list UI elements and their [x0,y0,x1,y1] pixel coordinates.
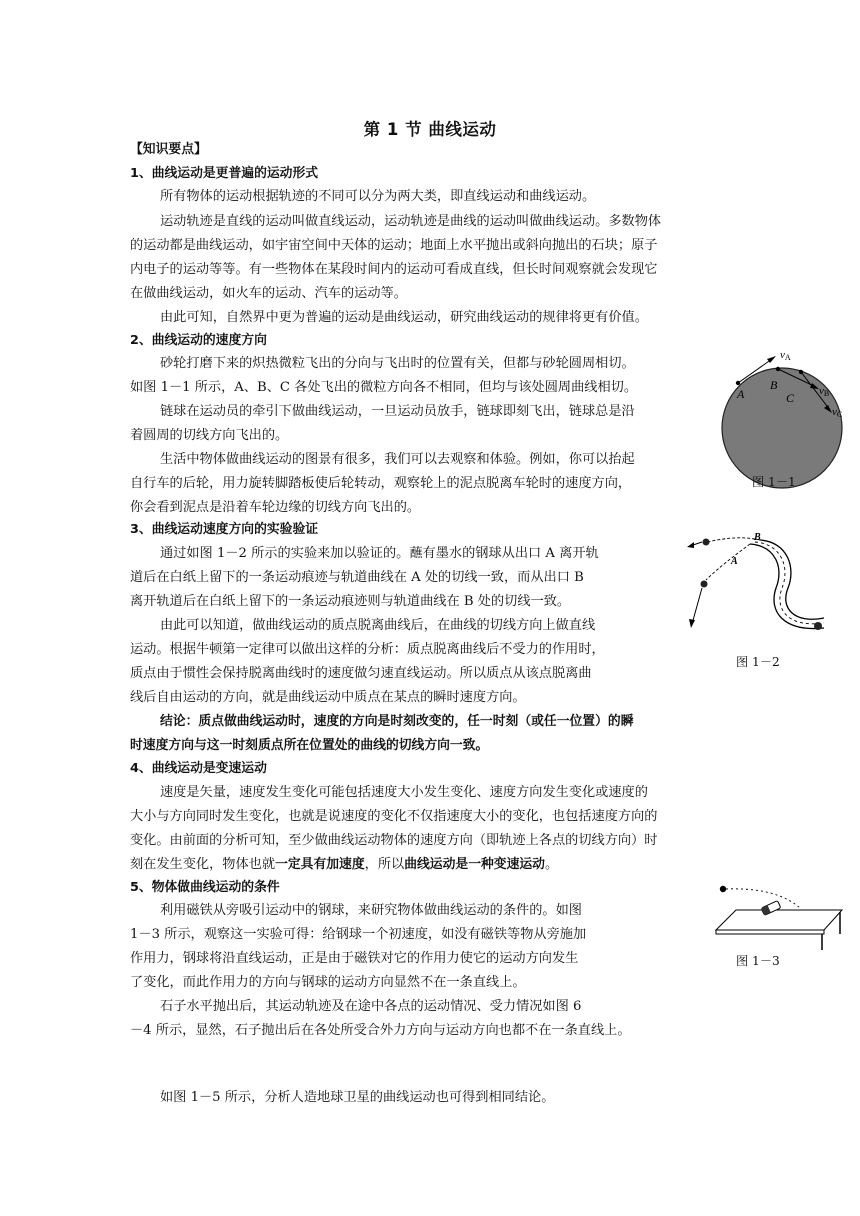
label-track-b: B [754,532,761,543]
label-track-a: A [731,556,738,567]
figure-1-3-caption: 图 1－3 [736,954,780,968]
label-va: vA [780,349,791,362]
text-line-13: 着圆周的切线方向飞出的。 [130,428,289,443]
text-line-21: 由此可以知道，做曲线运动的质点脱离曲线后，在曲线的切线方向上做直线 [160,618,596,633]
trace-b [708,538,760,542]
text-line-7: 在做曲线运动，如火车的运动、汽车的运动等。 [130,286,407,301]
text-line-36: 了变化，而此作用力的方向与钢球的运动方向显然不在一条直线上。 [130,975,526,990]
table-top [716,910,842,930]
text-line-35: 作用力，钢球将沿直线运动，正是由于磁铁对它的作用力使它的运动方向发生 [130,951,579,966]
table-edge [716,930,824,934]
text-line-12: 链球在运动员的牵引下做曲线运动，一旦运动员放手，链球即刻飞出，链球总是沿 [160,404,635,419]
text-line-18: 通过如图 1－2 所示的实验来加以验证的。蘸有墨水的钢球从出口 A 离开轨 [160,546,599,561]
text-line-8: 由此可知，自然界中更为普遍的运动是曲线运动，研究曲线运动的规律将更有价值。 [160,310,648,325]
text-line-9: 2、曲线运动的速度方向 [130,333,267,348]
figure-1-1-caption: 图 1－1 [752,475,796,489]
text-line-1: 【知识要点】 [130,142,207,157]
text-line-5: 的运动都是曲线运动，如宇宙空间中天体的运动；地面上水平抛出或斜向抛出的石块；原子 [130,238,658,253]
ball-exit [814,622,822,630]
text-line-25: 结论：质点做曲线运动时，速度的方向是时刻改变的，任一时刻（或任一位置）的瞬 [160,714,634,729]
ball-a [701,581,708,588]
label-a: A [737,387,745,401]
text-line-19: 道后在白纸上留下的一条运动痕迹与轨道曲线在 A 处的切线一致，而从出口 B [130,570,584,585]
text-line-14: 生活中物体做曲线运动的图景有很多，我们可以去观察和体验。例如，你可以抬起 [160,452,635,467]
ball-b [703,539,710,546]
text-line-28: 速度是矢量，速度发生变化可能包括速度大小发生变化、速度方向发生变化或速度的 [160,785,648,800]
text-line-22: 运动。根据牛顿第一定律可以做出这样的分析：质点脱离曲线后不受力的作用时， [130,642,605,657]
text-line-16: 你会看到泥点是沿着车轮边缘的切线方向飞出的。 [130,500,421,515]
label-c: C [786,391,795,405]
steel-ball [720,886,726,892]
text-line-34: 1－3 所示，观察这一实验可得：给钢球一个初速度，如没有磁铁等物从旁施加 [130,927,587,942]
label-b: B [770,378,778,392]
text-line-31: 刻在发生变化，物体也就一定具有加速度，所以曲线运动是一种变速运动。 [130,857,559,872]
arrow-a [692,588,702,624]
text-line-2: 1、曲线运动是更普遍的运动形式 [130,166,319,181]
text-line-6: 内电子的运动等等。有一些物体在某段时间内的运动可看成直线，但长时间观察就会发现它 [130,262,658,277]
text-line-15: 自行车的后轮，用力旋转脚踏板使后轮转动，观察轮上的泥点脱离车轮时的速度方向， [130,476,632,491]
text-line-37: 石子水平抛出后，其运动轨迹及在途中各点的运动情况、受力情况如图 6 [160,999,582,1014]
text-line-26: 时速度方向与这一时刻质点所在位置处的曲线的切线方向一致。 [130,738,489,753]
page-title: 第 1 节 曲线运动 [363,120,497,139]
label-vc: vC [832,406,843,419]
text-line-39: 如图 1－5 所示，分析人造地球卫星的曲线运动也可得到相同结论。 [160,1090,555,1105]
figure-1-3 [714,870,854,950]
text-line-27: 4、曲线运动是变速运动 [130,761,267,776]
text-line-33: 利用磁铁从旁吸引运动中的钢球，来研究物体做曲线运动的条件的。如图 [160,903,582,918]
grinding-wheel-disk [722,368,842,488]
text-line-32: 5、物体做曲线运动的条件 [130,880,280,895]
text-line-17: 3、曲线运动速度方向的实验验证 [130,522,319,537]
text-line-23: 质点由于惯性会保持脱离曲线时的速度做匀速直线运动。所以质点从该点脱离曲 [130,666,592,681]
ball-trajectory [726,889,800,908]
figure-1-2 [684,528,844,648]
text-line-11: 如图 1－1 所示，A、B、C 各处飞出的微粒方向各不相同，但均与该处圆周曲线相切。 [130,380,638,395]
text-line-30: 变化。由前面的分析可知，至少做曲线运动物体的速度方向（即轨迹上各点的切线方向）时 [130,833,658,848]
text-line-29: 大小与方向同时发生变化，也就是说速度的变化不仅指速度大小的变化，也包括速度方向的 [130,809,658,824]
figure-1-2-caption: 图 1－2 [736,655,780,669]
text-line-38: －4 所示，显然，石子抛出后在各处所受合外力方向与运动方向也都不在一条直线上。 [130,1023,631,1038]
text-line-24: 线后自由运动的方向，就是曲线运动中质点在某点的瞬时速度方向。 [130,690,526,705]
label-vb: vB [819,385,830,398]
text-line-10: 砂轮打磨下来的炽热微粒飞出的分向与飞出时的位置有关，但都与砂轮圆周相切。 [160,356,635,371]
text-line-20: 离开轨道后在白纸上留下的一条运动痕迹则与轨道曲线在 B 处的切线一致。 [130,594,571,609]
text-line-4: 运动轨迹是直线的运动叫做直线运动，运动轨迹是曲线的运动叫做曲线运动。多数物体 [160,214,662,229]
trace-a [706,544,750,580]
text-line-3: 所有物体的运动根据轨迹的不同可以分为两大类，即直线运动和曲线运动。 [160,189,596,204]
